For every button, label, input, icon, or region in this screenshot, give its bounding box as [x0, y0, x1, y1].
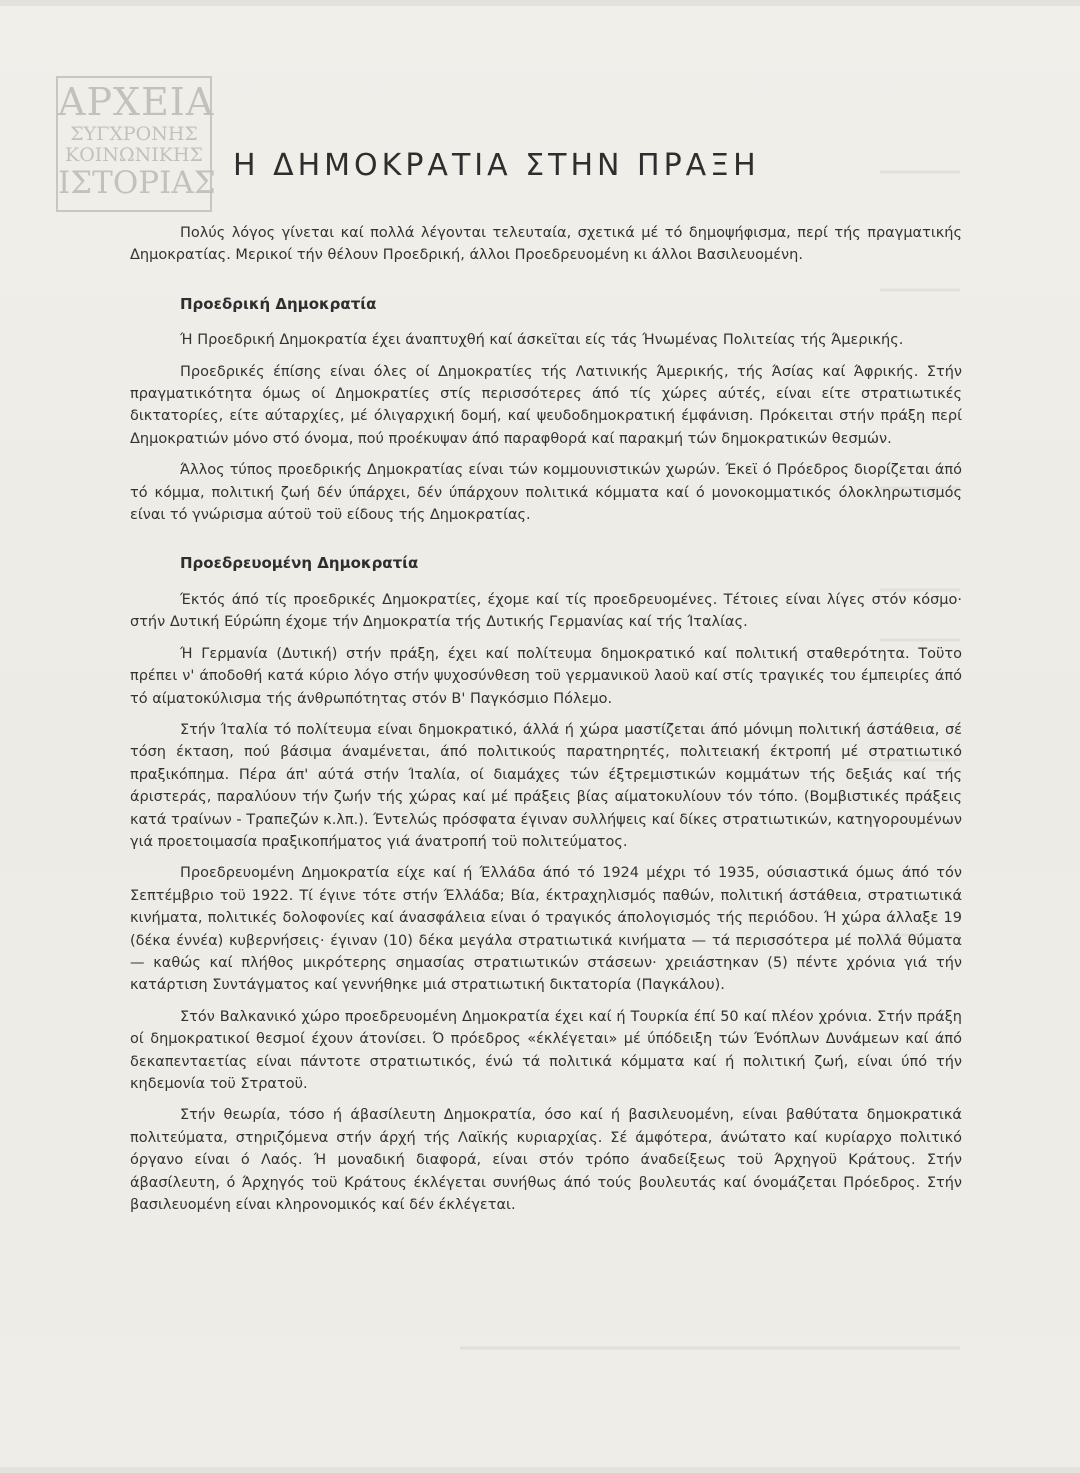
paragraph: Ή Προεδρική Δημοκρατία έχει άναπτυχθή καί άσκεϊται είς τάς Ήνωμένας Πολιτείας τής Άμερικής. [180, 332, 904, 349]
section-heading-presidential: Προεδρική Δημοκρατία [180, 294, 377, 313]
stamp-line-2: ΣΥΓΧΡΟΝΗΣ [70, 123, 198, 145]
paragraph: Έκτός άπό τίς προεδρικές Δημοκρατίες, έχομε καί τίς προεδρευομένες. Τέτοιες είναι λίγες στόν κόσμο· στήν Δυτική Εύρώπη έχομε τήν Δημοκρατία τής Δυτικής Γερμανίας καί τής Ίταλίας. [130, 591, 962, 631]
paragraph: Άλλος τύπος προεδρικής Δημοκρατίας είναι τών κομμουνιστικών χωρών. Έκεϊ ό Πρόεδρος διορίζεται άπό τό κόμμα, πολιτική ζωή δέν ύπάρχει, δέν ύπάρχουν πολιτικά κόμματα καί ό μονοκομματικός όλοκληρωτισμός είναι τό γνώρισμα αύτοϋ τοϋ είδους τής Δημοκρατίας. [130, 462, 962, 524]
paragraph: Στήν Ίταλία τό πολίτευμα είναι δημοκρατικό, άλλά ή χώρα μαστίζεται άπό μόνιμη πολιτική άστάθεια, σέ τόση έκταση, πού βάσιμα άναμένεται, άπό πολιτικούς παρατηρητές, πολιτειακή έκτροπή μέ στρατιωτικό πραξικόπημα. Πέρα άπ' αύτά στήν Ίταλία, οί διαμάχες τών έξτρεμιστικών κομμάτων τής δεξιάς καί τής άριστεράς, παραλύουν τήν ζωήν τής χώρας καί μέ πράξεις βίας αίματοκυλίουν τόν τόπο. (Βομβιστικές πράξεις κατά τραίνων - Τραπεζών κ.λπ.). Έντελώς πρόσφατα έγιναν συλλήψεις καί δίκες στρατιωτικών, κατηγορουμένων γιά προετοιμασία πραξικοπήματος γιά άνατροπή τοϋ πολιτεύματος. [130, 721, 962, 850]
archive-stamp-logo [56, 76, 216, 212]
page-title: Η ΔΗΜΟΚΡΑΤΙΑ ΣΤΗΝ ΠΡΑΞΗ [233, 148, 760, 183]
intro-paragraph: Πολύς λόγος γίνεται καί πολλά λέγονται τελευταία, σχετικά μέ τό δημοψήφισμα, περί τής πραγματικής Δημοκρατίας. Μερικοί τήν θέλουν Προεδρική, άλλοι Προεδρευομένη κι άλλοι Βασιλευομένη. [130, 225, 962, 264]
paragraph: Προεδρευομένη Δημοκρατία είχε καί ή Έλλάδα άπό τό 1924 μέχρι τό 1935, ούσιαστικά όμως άπό τόν Σεπτέμβριο τοϋ 1922. Τί έγινε τότε στήν Έλλάδα; Βία, έκτραχηλισμός παθών, πολιτική άστάθεια, στρατιωτικά κινήματα, πολιτικές δολοφονίες καί άνασφάλεια είναι ό τραγικός άπολογισμός τής περιόδου. Ή χώρα άλλαξε 19 (δέκα έννέα) κυβερνήσεις· έγιναν (10) δέκα μεγάλα στρατιωτικά κινήματα — τά περισσότερα μέ πολλά θύματα — καθώς καί πλήθος μικρότερης σημασίας στρατιωτικών στάσεων· χρειάστηκαν (5) πέντε χρόνια γιά τήν κατάρτιση Συντάγματος καί γεννήθηκε μιά στρατιωτική δικτατορία (Παγκάλου). [130, 865, 962, 994]
paragraph: Στήν θεωρία, τόσο ή άβασίλευτη Δημοκρατία, όσο καί ή βασιλευομένη, είναι βαθύτατα δημοκρατικά πολιτεύματα, στηριζόμενα στήν άρχή τής Λαϊκής κυριαρχίας. Σέ άμφότερα, άνώτατο καί κυρίαρχο πολιτικό όργανο είναι ό Λαός. Ή μοναδική διαφορά, είναι στόν τρόπο άναδείξεως τοϋ Άρχηγοϋ Κράτους. Στήν άβασίλευτη, ό Άρχηγός τοϋ Κράτους έκλέγεται συνήθως άπό τούς βουλευτάς καί όνομάζεται Πρόεδρος. Στήν βασιλευομένη είναι κληρονομικός καί δέν έκλέγεται. [130, 1107, 962, 1214]
paragraph: Ή Γερμανία (Δυτική) στήν πράξη, έχει καί πολίτευμα δημοκρατικό καί πολιτική σταθερότητα. Τοϋτο πρέπει ν' άποδοθή κατά κύριο λόγο στήν ψυχοσύνθεση τοϋ γερμανικοϋ λαοϋ καί στίς τραγικές του έμπειρίες άπό τό αίματοκύλισμα τής άνθρωπότητας στόν Β' Παγκόσμιο Πόλεμο. [130, 645, 962, 707]
stamp-line-1: ΑΡΧΕΙΑ [58, 80, 215, 124]
stamp-line-4: ΙΣΤΟΡΙΑΣ [58, 165, 216, 201]
section-heading-parliamentary: Προεδρευομένη Δημοκρατία [180, 554, 419, 573]
paragraph: Προεδρικές έπίσης είναι όλες οί Δημοκρατίες τής Λατινικής Άμερικής, τής Άσίας καί Άφρικής. Στήν πραγματικότητα όμως οί Δημοκρατίες στίς περισσότερες άπό τίς χώρες αύτές, είναι είτε στρατιωτικές δικτατορίες, είτε αύταρχίες, μέ όλιγαρχική δομή, καί ψευδοδημοκρατική έμφάνιση. Πρόκειται στήν πράξη περί Δημοκρατιών μόνο στό όνομα, πού προέκυψαν άπό παραφθορά καί παρακμή τών δημοκρατικών θεσμών. [130, 363, 962, 447]
article-body [130, 222, 962, 1225]
stamp-line-3: ΚΟΙΝΩΝΙΚΗΣ [65, 144, 203, 166]
paragraph: Στόν Βαλκανικό χώρο προεδρευομένη Δημοκρατία έχει καί ή Τουρκία έπί 50 καί πλέον χρόνια. Στήν πράξη οί δημοκρατικοί θεσμοί έχουν άτονίσει. Ό πρόεδρος «έκλέγεται» μέ ύπόδειξη τών Ένόπλων Δυνάμεων καί άπό δεκαπενταετίας είναι πάντοτε στρατιωτικός, ένώ τά πολιτικά κόμματα καί ή πολιτική ζωή, είναι ύπό τήν κηδεμονία τοϋ Στρατοϋ. [130, 1008, 962, 1092]
